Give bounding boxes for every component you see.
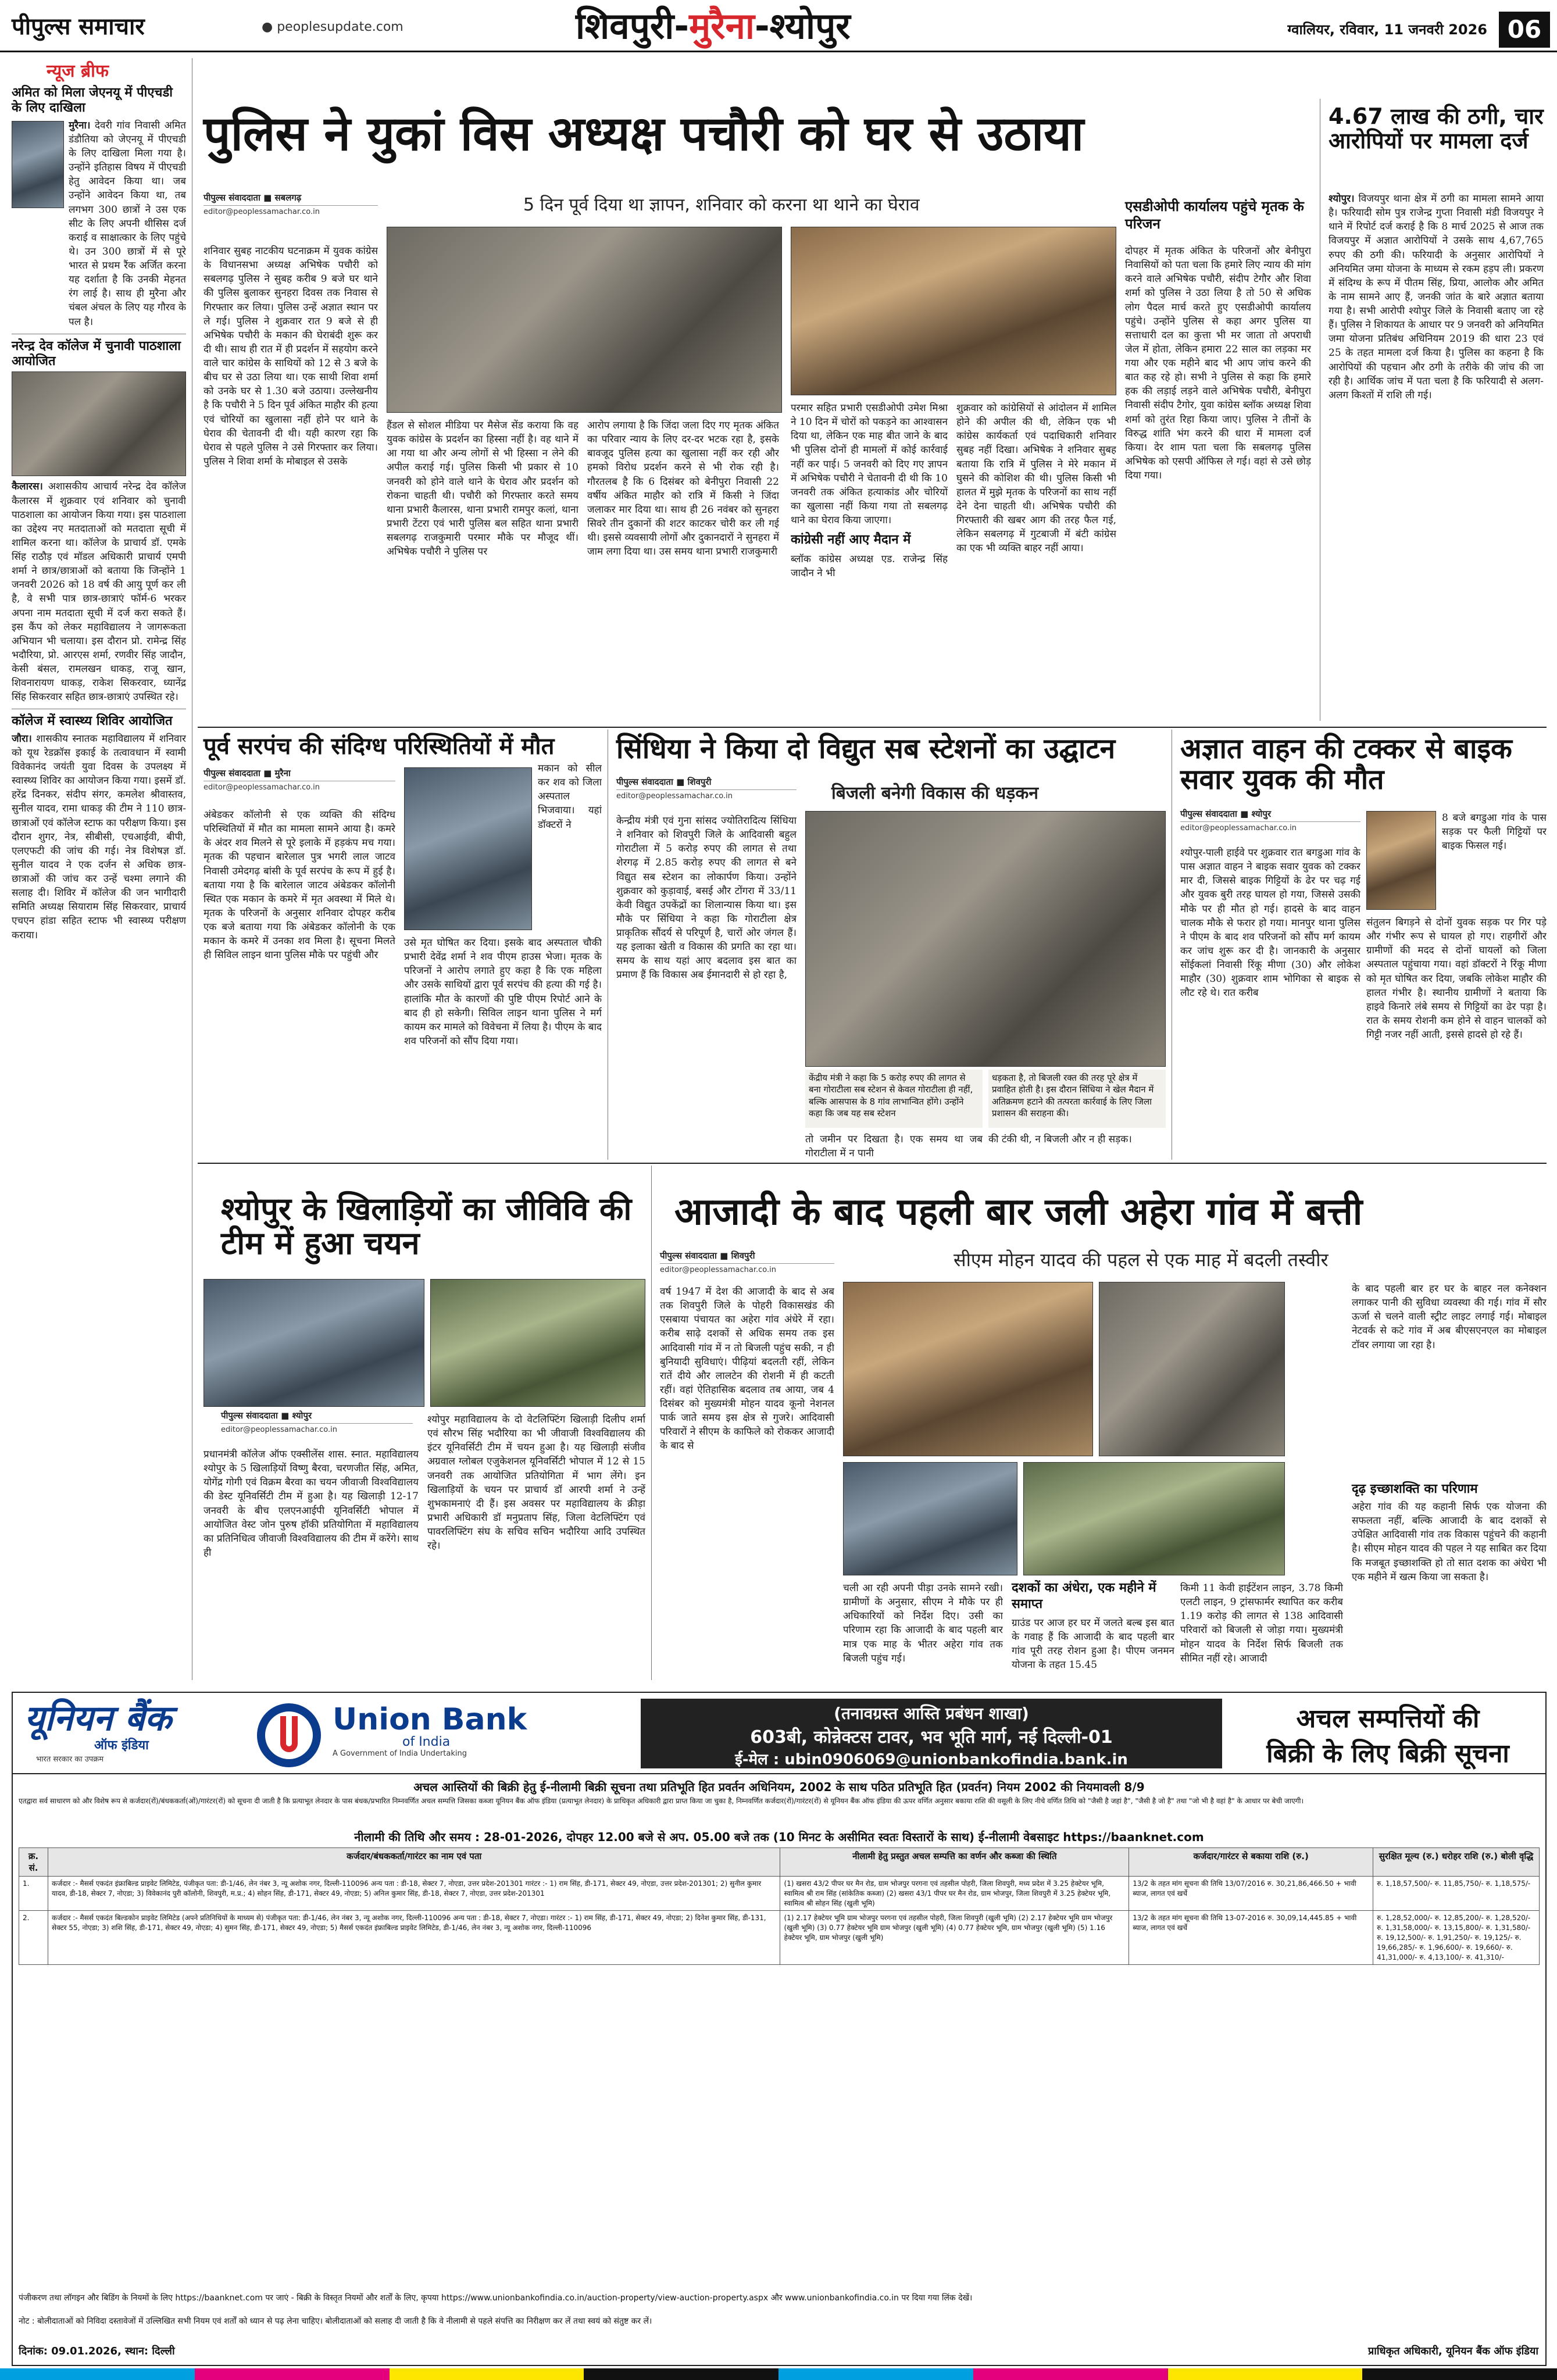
scindia-byline-block: पीपुल्स संवाददाता ■ शिवपुरी editor@peoplessamachar.co.in (616, 776, 797, 805)
auction-date: नीलामी की तिथि और समय : 28-01-2026, दोपहर 12.00 बजे से अप. 05.00 बजे तक (10 मिनट के असीमित स्वतः विस्तारों के साथ) ई-नीलामी वेबसाइट https://baanknet.com (354, 1830, 1204, 1844)
ad-header (13, 1693, 1545, 1774)
jiwaji-photo-1 (203, 1279, 424, 1407)
ahera-photo-2 (1099, 1282, 1285, 1456)
masthead (0, 0, 1557, 52)
cell-reserve: रु. 1,18,57,500/- रु. 11,85,750/- रु. 1,18,575/- (1373, 1877, 1540, 1911)
scindia-deck: बिजली बनेगी विकास की धड़कन (831, 783, 1039, 803)
scindia-caption-1: केंद्रीय मंत्री ने कहा कि 5 करोड़ रुपए की लागत से बना गोराटीला सब स्टेशन से केवल गोराटीला ही नहीं, बल्कि आसपास के 8 गांव लाभान्वित होंगे। उन्होंने कहा कि जब यह सब स्टेशन (805, 1070, 983, 1128)
auction-table-wrap (19, 1847, 1540, 2289)
ahera-col-4: किमी 11 केवी हाईटेंशन लाइन, 3.78 किमी एलटी लाइन, 9 ट्रांसफार्मर स्थापित कर करीब 1.19 करोड़ की लागत से 138 आदिवासी परिवारों को बिजली से जोड़ा गया। मुख्यमंत्री मोहन यादव के निर्देश सिर्फ बिजली तक सीमित नहीं रहे। आजादी (1180, 1582, 1343, 1664)
lead-col-4: परमार सहित प्रभारी एसडीओपी उमेश मिश्रा ने 10 दिन में चोरों को पकड़ने का आश्वासन दिया था, लेकिन एक माह बीत जाने के बाद भी पुलिस दोनों ही मामलों में कोई कार्रवाई नहीं कर पाई। 5 जनवरी को दिए गए ज्ञापन में अभिषेक पचौरी ने चेतावनी दी थी कि 10 जनवरी तक अंकित हत्याकांड और चोरियों का खुलासा नहीं किया गया तो सबलगढ़ थाने का घेराव किया जाएगा। कांग्रेसी नहीं आए मैदान में ब्लॉक कांग्रेस अध्यक्ष एड. राजेन्द्र सिंह जादौन ने भी (791, 402, 948, 580)
lead-col-2: हैंडल से सोशल मीडिया पर मैसेज सेंड कराया कि वह युवक कांग्रेस के प्रदर्शन का हिस्सा नहीं है। वह थाने में आ गया था और अन्य लोगों से भी हिस्सा न लेने की अपील कराई गई। पुलिस किसी भी प्रकार से 10 जनवरी को होने वाले थाने के घेराव और प्रदर्शन को रोकना चाहती थी। पचौरी को गिरफ्तार करते समय थाना प्रभारी कैलारस, थाना प्रभारी रामपुर कलां, थाना प्रभारी टेंटरा एवं भारी पुलिस बल सहित थाना प्रभारी सबलगढ़ राजकुमारी परमार मौके पर मौजूद थीं। अभिषेक पचौरी ने पुलिस पर (387, 420, 578, 558)
ahera-deck: सीएम मोहन यादव की पहल से एक माह में बदली तस्वीर (954, 1249, 1329, 1271)
bank-hindi-name: यूनियन बैंक ऑफ इंडिया भारत सरकार का उपक्रम (24, 1698, 172, 1764)
ahera-photo-3 (843, 1462, 1017, 1575)
briefs-label: न्यूज ब्रीफ (47, 61, 109, 81)
ahera-col-6: अहेरा गांव की यह कहानी सिर्फ एक योजना की सफलता नहीं, बल्कि आजादी के बाद दशकों से उपेक्षित आदिवासी गांव तक विकास पहुंचने की कहानी है। सीएम मोहन यादव की पहल ने यह साबित कर दिया कि मजबूत इच्छाशक्ति हो तो सात दशक का अंधेरा भी एक महीने में खत्म किया जा सकता है। (1352, 1501, 1547, 1583)
scindia-photo (805, 811, 1166, 1067)
th-borrower: कर्जदार/बंधककर्ता/गारंटर का नाम एवं पता (48, 1848, 780, 1877)
lead-byline-block: पीपुल्स संवाददाता ■ सबलगढ़ editor@peoplessamachar.co.in (203, 192, 378, 221)
jiwaji-col-1: प्रधानमंत्री कॉलेज ऑफ एक्सीलेंस शास. स्नात. महाविद्यालय श्योपुर के 5 खिलाड़ियों विष्णु बैरवा, चरणजीत सिंह, अमित, योगेंद्र गोगी एवं विक्रम बैरवा का चयन जीवाजी विश्वविद्यालय की डेस्ट यूनिवर्सिटी टीम में हुआ है। यह खिलाड़ी 12-17 जनवरी के बीच एलएनआईपी यूनिवर्सिटी भोपाल में आयोजित वेस्ट जोन पुरुष हॉकी प्रतियोगिता में महाविद्यालय का प्रतिनिधित्व जीवाजी विश्वविद्यालय की टीम में करेंगे। साथ ही (203, 1449, 419, 1559)
sarpanch-col-2-top: मकान को सील कर शव को जिला अस्पताल भिजवाया। यहां डॉक्टरों ने (538, 763, 602, 831)
brief-1-title: अमित को मिला जेएनयू में पीएचडी के लिए दाखिला (12, 85, 173, 116)
cell-borrower: कर्जदार :- मैसर्स एकदंत बिल्डकोन प्राइवेट लिमिटेड (अपने प्रतिनिधियों के माध्यम से) पंजीकृत पता: डी-1/46, लेन नंबर 3, न्यू अशोक नगर, दिल्ली-110096 अन्य पता : डी-18, सेक्टर 7, नोएडा। गारंटर :- 1) राम सिंह, डी-171, सेक्टर 49, नोएडा; 2) दिनेश कुमार सिंह, डी-131, सेक्टर 55, नोएडा; 3) शशि सिंह, डी-171, सेक्टर 49, नोएडा; 4) सुमन सिंह, डी-171, सेक्टर 49, नोएडा; 5) मैसर्स एकदंत इंफ्राबिल्ड प्राइवेट लिमिटेड, डी-1/46, लेन नंबर 3, न्यू अशोक नगर, दिल्ली-110096 (48, 1911, 780, 1965)
ahera-headline: आजादी के बाद पहली बार जली अहेरा गांव में बत्ती (674, 1191, 1363, 1234)
section-rule (198, 727, 1547, 728)
cell-property: (1) 2.17 हेक्टेयर भूमि ग्राम भोजपुर परगना एवं तहसील पोहरी, जिला शिवपुरी (खुली भूमि) (2) 2.17 हेक्टेयर भूमि ग्राम भोजपुर (खुली भूमि) (3) 0.77 हेक्टेयर भूमि ग्राम भोजपुर (खुली भूमि) (4) 0.77 हेक्टेयर भूमि, ग्राम भोजपुर (खुली भूमि) (5) 1.16 हेक्टेयर भूमि, ग्राम भोजपुर (खुली भूमि) (780, 1911, 1129, 1965)
lead-col-5: शुक्रवार को कांग्रेसियों से आंदोलन में शामिल होने की अपील की थी, लेकिन एक भी कांग्रेस कार्यकर्ता एवं पदाधिकारी शनिवार सुबह नहीं दिखा। अभिषेक ने शनिवार सुबह बताया कि रात्रि में पुलिस ने मेरे मकान में घुसने की कोशिश की थी। पुलिस किसी भी हालत में मुझे मृतक के परिजनों का साथ नहीं देने देना चाहती थी। अभिषेक पचौरी की गिरफ्तारी की खबर आग की तरह फैल गई, लेकिन सबलगढ़ में गुटबाजी में बंटी कांग्रेस का एक भी व्यक्ति बाहर नहीं आया। (956, 402, 1116, 555)
sarpanch-col-1: अंबेडकर कॉलोनी से एक व्यक्ति की संदिग्ध परिस्थितियों में मौत का मामला सामने आया है। कमरे के अंदर शव मिलने से पूरे इलाके में हड़कंप मच गया। मृतक की पहचान बारेलाल पुत्र भगरी लाल जाटव निवासी उमेदगढ़ बांसी के पूर्व सरपंच के रूप में हुई है। बताया गया है कि बारेलाल जाटव अंबेडकर कॉलोनी स्थित एक मकान के कमरे में मृत अवस्था में मिले थे। मृतक के परिजनों के अनुसार शनिवार दोपहर करीब एक बजे बताया गया कि अंबेडकर कॉलोनी के एक मकान के कमरे में उनका शव मिला है। सूचना मिलते ही सिविल लाइन थाना पुलिस मौके पर पहुंची और (203, 809, 395, 962)
brief-3-title: कॉलेज में स्वास्थ्य शिविर आयोजित (12, 714, 173, 729)
bike-col-top: 8 बजे बगडुआ गांव के पास सड़क पर फैली गिट्टियों पर बाइक फिसल गई। (1442, 812, 1547, 852)
print-color-bar (0, 2368, 1557, 2380)
sarpanch-photo (404, 767, 532, 930)
scindia-tail-1: तो जमीन पर दिखता है। एक समय था जब गोराटीला में न पानी (805, 1134, 983, 1158)
ahera-photo-1 (843, 1282, 1093, 1456)
page-number: 06 (1499, 12, 1550, 48)
bike-col-2: संतुलन बिगड़ने से दोनों युवक सड़क पर गिर पड़े और गंभीर रूप से घायल हो गए। राहगीरों और ग्रामीणों की मदद से दोनों घायलों को जिला अस्पताल पहुंचाया गया। वहां डॉक्टरों ने रिंकू मीणा को मृत घोषित कर दिया, जबकि लोकेश माहौर की हालत गंभीर है। स्थानीय ग्रामीणों ने बताया कि हाइवे किनारे लंबे समय से गिट्टियों का ढेर पड़ा है। रात के समय रोशनी कम होने से वाहन चालकों को गिट्टी नजर नहीं आती, इससे हादसे हो रहे हैं। (1366, 917, 1547, 1041)
sale-title: अचल सम्पत्तियों की बिक्री के लिए बिक्री सूचना (1266, 1704, 1509, 1768)
scindia-caption-2: धड़कता है, तो बिजली रक्त की तरह पूरे क्षेत्र में प्रवाहित होती है। इस दौरान सिंधिया ने खेल मैदान में अतिक्रमण हटाने की तत्परता कार्रवाई के लिए जिला प्रशासन की सराहना की। (988, 1070, 1166, 1128)
lead-sub-2: एसडीओपी कार्यालय पहुंचे मृतक के परिजन (1125, 198, 1304, 232)
branch-box: (तनावग्रस्त आस्ति प्रबंधन शाखा) 603बी, कोन्नेक्टस टावर, भव भूति मार्ग, नई दिल्ली-01 ई-मेल : ubin0906069@unionbankofindia.bank.in (641, 1699, 1222, 1768)
branch-email[interactable]: ई-मेल : ubin0906069@unionbankofindia.bank.in (735, 1751, 1128, 1768)
brief-2-title: नरेन्द्र देव कॉलेज में चुनावी पाठशाला आयोजित (12, 338, 181, 369)
brand-logo: पीपुल्स समाचार (12, 13, 145, 40)
scindia-col-1: केन्द्रीय मंत्री एवं गुना सांसद ज्योतिरादित्य सिंधिया ने शनिवार को शिवपुरी जिले के आदिवासी बहुल गोराटीला में 5 करोड़ रुपए की लागत से तथा शेरगढ़ में 2.85 करोड़ रुपए की लागत से बने विद्युत सब स्टेशन का लोकार्पण किया। उन्होंने शुक्रवार को कुड़ावाई, बसई और टोंगरा में 33/11 केवी विद्युत उपकेंद्रों का शिलान्यास किया था। इस मौके पर सिंधिया ने कहा कि गोराटीला क्षेत्र प्राकृतिक सौंदर्य से परिपूर्ण है, चारों ओर जंगल हैं। यह इलाका खेती व विकास की प्रगति का रहा था। समय के साथ यहां आए बदलाव इस बात का प्रमाण हैं कि विकास अब ईमानदारी से हो रहा है, (616, 815, 797, 981)
th-dues: कर्जदार/गारंटर से बकाया राशि (रु.) (1129, 1848, 1373, 1877)
ahera-col-1: वर्ष 1947 में देश की आजादी के बाद से अब तक शिवपुरी जिले के पोहरी विकासखंड की एसबाया पंचायत का अहेरा गांव अंधेरे में रहा। करीब साढ़े दशकों से अधिक समय तक इस आदिवासी गांव में न तो बिजली पहुंच सकी, न ही बुनियादी सुविधाएं। पीढ़ियां बदलती रहीं, लेकिन रातें दीये और लालटेन की रोशनी में ही कटती रहीं। वहां ऐतिहासिक बदलाव तब आया, जब 4 दिसंबर को मुख्यमंत्री मोहन यादव कूनो नेशनल पार्क जाते समय इस क्षेत्र से गुजरे। आदिवासी परिवारों ने सीएम के काफिले को रोककर आजादी के बाद से (660, 1286, 834, 1452)
lead-col-3: आरोप लगाया है कि जिंदा जला दिए गए मृतक अंकित का परिवार न्याय के लिए दर-दर भटक रहा है, इसके बावजूद पुलिस हत्या का खुलासा नहीं कर रही और हमको विरोध प्रदर्शन करने से भी रोक रही है। गौरतलब है कि 6 दिसंबर को बेनीपुरा निवासी 22 वर्षीय अंकित माहौर को रात्रि में किसी ने जिंदा जलाकर मार दिया था। साथ ही 26 नवंबर को सुनहरा सिवरे तीन दुकानों की शटर काटकर चोरी कर ली गई थी। इससे व्यवसायी लोगों और दुकानदारों ने सुनहरा में जाम लगा दिया था। उस समय थाना प्रभारी राजकुमारी (587, 420, 779, 558)
sarpanch-byline-block: पीपुल्स संवाददाता ■ मुरैना editor@peoplessamachar.co.in (203, 767, 395, 796)
ad-signatory: प्राधिकृत अधिकारी, यूनियन बैंक ऑफ इंडिया (1367, 2345, 1538, 2357)
union-bank-ad (12, 1692, 1547, 2366)
brief-1-text: मुरैना। देवरी गांव निवासी अमित डंडौतिया को जेएनयू में पीएचडी के लिए दाखिला मिला गया है। उन्होंने इतिहास विषय में पीएचडी हेतु आवेदन किया था। जब उन्होंने आवेदन किया था, तब लगभग 300 छात्रों ने उस एक सीट के लिए अपनी थीसिस दर्ज कराई व साक्षात्कार के लिए पहुंचे थे। उन 300 छात्रों में से पूरे भारत से प्रथम रैंक अर्जित करना यह दर्शाता है कि उनकी मेहनत रंग लाई है। साथ ही मुरैना और चंबल अंचल के लिए यह गौरव के पल है। (69, 119, 186, 328)
ad-date-place: दिनांक: 09.01.2026, स्थान: दिल्ली (19, 2345, 175, 2357)
scindia-tail-2: की टंकी थी, न बिजली और न ही सड़क। (988, 1134, 1132, 1145)
table-row (19, 1877, 1540, 1911)
union-bank-logo-icon (257, 1703, 321, 1767)
th-sn: क्र. सं. (19, 1848, 48, 1877)
table-row (19, 1911, 1540, 1965)
ahera-photo-4 (1023, 1462, 1285, 1575)
cell-borrower: कर्जदार :- मैसर्स एकदंत इंफ्राबिल्ड प्राइवेट लिमिटेड, पंजीकृत पता: डी-1/46, लेन नंबर 3, न्यू अशोक नगर, दिल्ली-110096 अन्य पता : डी-18, सेक्टर 7, नोएडा, उत्तर प्रदेश-201301 गारंटर :- 1) राम सिंह, डी-171, सेक्टर 49, नोएडा, उत्तर प्रदेश-201301; 2) सुनील कुमार यादव, डी-18, सेक्टर 7, नोएडा; 3) विवेकानंद पुरी कॉलोनी, शिवपुरी, म.प्र.; 4) सोहन सिंह, डी-171, सेक्टर 49, नोएडा; 5) अनिल कुमार सिंह, डी-18, सेक्टर 7, नोएडा, उत्तर प्रदेश-201301 (48, 1877, 780, 1911)
notice-line: अचल आस्तियों की बिक्री हेतु ई-नीलामी बिक्री सूचना तथा प्रतिभूति हित प्रवर्तन अधिनियम, 2002 के साथ पठित प्रतिभूति हित (प्रवर्तन) नियम 2002 की नियमावली 8/9 (413, 1780, 1145, 1794)
jiwaji-byline-block: पीपुल्स संवाददाता ■ श्योपुर editor@peoplessamachar.co.in (221, 1410, 413, 1439)
cell-sn: 2. (19, 1911, 48, 1965)
ahera-col-2: चली आ रही अपनी पीड़ा उनके सामने रखी। ग्रामीणों के अनुसार, सीएम ने मौके पर ही अधिकारियों को निर्देश दिए। उसी का परिणाम रहा कि आजादी के बाद पहली बार मात्र एक माह के भीतर अहेरा गांव तक बिजली पहुंच गई। (843, 1582, 1003, 1664)
briefs-column (12, 58, 186, 1674)
bike-headline: अज्ञात वाहन की टक्कर से बाइक सवार युवक की मौत (1180, 732, 1512, 796)
jiwaji-photo-2 (430, 1279, 645, 1407)
scindia-headline: सिंधिया ने किया दो विद्युत सब स्टेशनों का उद्घाटन (616, 732, 1116, 765)
brief-2-photo (12, 371, 186, 476)
column-rule (651, 1166, 652, 1680)
ahera-col-5: के बाद पहली बार हर घर के बाहर नल कनेक्शन लगाकर पानी की सुविधा व्यवस्था की गई। गांव में सौर ऊर्जा से चलने वाली स्ट्रीट लाइट लगाई गई। मोबाइल नेटवर्क से कटे गांव में अब बीएसएनएल का मोबाइल टॉवर लगाया जा रहा है। (1352, 1283, 1547, 1351)
jiwaji-headline: श्योपुर के खिलाड़ियों का जीविवि की टीम में हुआ चयन (221, 1191, 632, 1262)
lead-sub-1: कांग्रेसी नहीं आए मैदान में (791, 532, 911, 548)
ahera-byline-block: पीपुल्स संवाददाता ■ शिवपुरी editor@peoplessamachar.co.in (660, 1250, 834, 1279)
lead-headline: पुलिस ने युकां विस अध्यक्ष पचौरी को घर से उठाया (203, 106, 1084, 162)
cell-property: (1) खसरा 43/2 पीपर घर मैन रोड, ग्राम भोजपुर परगना एवं तहसील पोहरी, जिला शिवपुरी, मध्य प्रदेश में 3.25 हेक्टेयर भूमि, स्वामित्व श्री राम सिंह (सांकेतिक कब्जा) (2) खसरा 43/1 पीपर घर मैन रोड, ग्राम भोजपुर, जिला शिवपुरी में 3.25 हेक्टेयर भूमि, स्वामित्व श्री सोहन सिंह (खुली भूमि) (780, 1877, 1129, 1911)
lead-col-6: दोपहर में मृतक अंकित के परिजनों और बेनीपुरा निवासियों को पता चला कि हमारे लिए न्याय की मांग करने वाले अभिषेक पचौरी, संदीप टेगौर और शिवा शर्मा को पुलिस ने उठा लिया है तो 50 से अधिक लोग पैदल मार्च करते हुए एसडीओपी कार्यालय पहुंचे। उन्होंने पुलिस से कहा अगर पुलिस या सत्ताधारी दल का कुत्ता भी मर जाता तो अपराधी जेल में होता, लेकिन हमारा 22 साल का लड़का मर गया और एक महीने बाद भी आप जांच करने की बात कह रहे हो। सभी ने पुलिस से कहा कि हमारे हक की लड़ाई लड़ने वाले अभिषेक पचौरी, बेनीपुरा निवासी संदीप टैगोर, युवा कांग्रेस ब्लॉक अध्यक्ष शिवा शर्मा को तुरंत रिहा किया जाए। पुलिस ने तीनों के विरुद्ध शांति भंग करने की धारा में मामला दर्ज किया। देर शाम पता चला कि सबलगढ़ पुलिस अभिषेक को एसपी ऑफिस ले गई। वहां से उसे छोड़ दिया गया। (1125, 245, 1311, 481)
auction-table (19, 1847, 1540, 1965)
bike-col-1: श्योपुर-पाली हाईवे पर शुक्रवार रात बगडुआ गांव के पास अज्ञात वाहन ने बाइक सवार युवक को टक्कर मार दी, जिससे बाइक गिट्टियों के ढेर पर चढ़ गई और युवक बुरी तरह घायल हो गया, जिससे उसकी मौके पर ही मौत हो गई। हादसे के बाद वाहन चालक मौके से फरार हो गया। मानपुर थाना पुलिस ने पीएम के बाद शव परिजनों को सौंप मर्ग कायम कर जांच शुरू कर दी है। जानकारी के अनुसार सोंईकलां निवासी रिंकू मीणा (30) और लोकेश माहौर (30) शुक्रवार शाम भोगिका से बाइक से लौट रहे थे। रात करीब (1180, 847, 1360, 999)
th-reserve: सुरक्षित मूल्य (रु.) धरोहर राशि (रु.) बोली वृद्धि (1373, 1848, 1540, 1877)
section-title: शिवपुरी-मुरैना-श्योपुर (576, 5, 851, 47)
section-rule (198, 1163, 1547, 1164)
ahera-sub-3: दृढ़ इच्छाशक्ति का परिणाम (1352, 1482, 1478, 1496)
cell-reserve: रु. 1,28,52,000/- रु. 12,85,200/- रु. 1,28,520/- रु. 1,31,58,000/- रु. 13,15,800/- रु. 1,31,580/- रु. 19,12,500/- रु. 1,91,250/- रु. 19,125/- रु. 19,66,285/- रु. 1,96,600/- रु. 19,660/- रु. 41,31,000/- रु. 4,13,100/- रु. 41,310/- (1373, 1911, 1540, 1965)
brief-2-text: कैलारस। अशासकीय आचार्य नरेन्द्र देव कॉलेज कैलारस में शुक्रवार एवं शनिवार को चुनावी पाठशाला का आयोजन किया गया। इस पाठशाला का उद्देश्य नए मतदाताओं को मतदाता सूची में शामिल करना था। कॉलेज के प्राचार्य डॉ. एमके सिंह राठौड़ एवं मॉडल अधिकारी प्राचार्य एमपी शर्मा ने छात्र/छात्राओं को बताया कि जिन्होंने 1 जनवरी 2026 को 18 वर्ष की आयु पूर्ण कर ली है, वे सभी पात्र छात्र-छात्राएं फॉर्म-6 भरकर अपना नाम मतदाता सूची में दर्ज करा सकते हैं। इस कैंप को लेकर महाविद्यालय ने जागरूकता अभियान भी चलाया। इस दौरान प्रो. रामेन्द्र सिंह भदौरिया, प्रो. आरएस शर्मा, रणवीर सिंह जादौन, केसी बंसल, रामलखन धाकड़, राजू खान, शिवनारायण धाकड़, राकेश सिकरवार, ध्यानेंद्र सिंह सिकरवार सहित छात्र-छात्राएं उपस्थित रहे। (12, 481, 186, 703)
jiwaji-col-2: श्योपुर महाविद्यालय के दो वेटलिफ्टिंग खिलाड़ी दिलीप शर्मा एवं सौरभ सिंह भदौरिया का भी जीवाजी विश्वविद्यालय की इंटर यूनिवर्सिटी टीम में चयन हुआ है। यह खिलाड़ी संजीव अग्रवाल ग्लोबल एजुकेशनल यूनिवर्सिटी भोपाल में 12 से 15 जनवरी तक आयोजित प्रतियोगिता में भाग लेंगे। इन खिलाड़ियों के चयन पर प्राचार्य डॉ आरपी शर्मा ने उन्हें शुभकामनाएं दी हैं। इस अवसर पर महाविद्यालय के क्रीड़ा प्रभारी अधिकारी डॉ मनुप्रताप सिंह, जिला वेटलिफ्टिंग एवं पावरलिफ्टिंग संघ के सचिव सचिन भदौरिया आदि उपस्थित रहे। (427, 1414, 645, 1552)
brief-1-photo (12, 121, 64, 208)
ahera-sub-2: दशकों का अंधेरा, एक महीने में समाप्त (1012, 1581, 1156, 1611)
lead-col-1: शनिवार सुबह नाटकीय घटनाक्रम में युवक कांग्रेस के विधानसभा अध्यक्ष अभिषेक पचौरी को सबलगढ़ पुलिस ने सुबह करीब 9 बजे घर थाने की पुलिस बुलाकर सुनहरा दिवस तक निवास से गिरफ्तार कर लिया। पुलिस उन्हें अज्ञात स्थान पर ले गई। पुलिस ने शुक्रवार रात 9 बजे से ही अभिषेक पचौरी के मकान की घेराबंदी शुरू कर दी थी। साथ ही रात में ही प्रदर्शन में सहयोग करने वाले चार कांग्रेस के साथियों को 12 से 3 बजे के बीच घर से उठा लिया था। एक साथी शिवा शर्मा को उनके घर से 1.30 बजे उठाया। उल्लेखनीय है कि पचौरी ने 5 दिन पूर्व अंकित माहौर की हत्या एवं चोरियों का खुलासा नहीं होने पर थाने के घेराव की चेतावनी दी थी। यही कारण रहा कि घेराव से पहले पुलिस ने उसे गिरफ्तार कर लिया। पुलिस ने शिवा शर्मा के मोबाइल से उसके (203, 245, 378, 467)
lead-photo-2 (791, 227, 1116, 395)
lead-deck: 5 दिन पूर्व दिया था ज्ञापन, शनिवार को करना था थाने का घेराव (523, 195, 920, 215)
cell-dues: 13/2 के तहत मांग सूचना की तिथि 13-07-2016 रु. 30,09,14,445.85 + भावी ब्याज, लागत एवं खर्चे (1129, 1911, 1373, 1965)
sarpanch-headline: पूर्व सरपंच की संदिग्ध परिस्थितियों में मौत (203, 733, 555, 760)
fraud-headline: 4.67 लाख की ठगी, चार आरोपियों पर मामला दर्ज (1329, 103, 1544, 153)
cell-dues: 13/2 के तहत मांग सूचना की तिथि 13/07/2016 रु. 30,21,86,466.50 + भावी ब्याज, लागत एवं खर्चे (1129, 1877, 1373, 1911)
brief-3-text: जौरा। शासकीय स्नातक महाविद्यालय में शनिवार को यूथ रेडक्रॉस इकाई के तत्वावधान में स्वामी विवेकानंद जयंती युवा दिवस के उपलक्ष्य में स्वास्थ्य शिविर का आयोजन किया गया। इसमें डॉ. हरेंद्र दिनकर, संदीप संगर, कमलेश श्रीवास्तव, सुनील यादव, रामा धाकड़ की टीम ने 110 छात्र-छात्राओं एवं कॉलेज स्टाफ का परीक्षण किया। इस दौरान शुगर, नेत्र, सीबीसी, एचआईवी, बीपी, एलएफटी की जांच की गई। नेत्र विशेषज्ञ डॉ. सुनील यादव ने एक दर्जन से अधिक छात्र-छात्राओं की जांच कर उन्हें चश्मा लगाने की सलाह दी। शिविर में कॉलेज की जन भागीदारी समिति अध्यक्ष सियाराम सिंह सिकरवार, प्राचार्य एचएन हांडा सहित स्टाफ भी स्वास्थ्य परीक्षण कराया। (12, 732, 186, 941)
ad-footer-1[interactable]: पंजीकरण तथा लॉगइन और बिडिंग के नियमों के लिए https://baanknet.com पर जाएं - बिक्री के विस्तृत नियमों और शर्तों के लिए, कृपया https://www.unionbankofindia.co.in/auction-property/view-auction-property.aspx और www.unionbankofindia.co.in पर दिया गया लिंक देखें। (19, 2293, 973, 2303)
ad-footer-2: नोट : बोलीदाताओं को निविदा दस्तावेजों में उल्लिखित सभी नियम एवं शर्तों को ध्यान से पढ़ लेना चाहिए। बोलीदाताओं को सलाह दी जाती है कि वे नीलामी से पहले संपत्ति का निरीक्षण कर लें तथा स्वयं को संतुष्ट कर लें। (19, 2317, 652, 2326)
th-property: नीलामी हेतु प्रस्तुत अचल सम्पत्ति का वर्णन और कब्जा की स्थिति (780, 1848, 1129, 1877)
notice-intro: एतद्वारा सर्व साधारण को और विशेष रूप से कर्जदार(रों)/बंधककर्ता(ओं)/गारंटर(रों) को सूचना दी जाती है कि प्रत्याभूत लेनदार के पास बंधक/प्रभारित निम्नवर्णित अचल सम्पत्ति जिसका कब्जा यूनियन बैंक ऑफ इंडिया (प्रत्याभूत लेनदार) के प्राधिकृत अधिकारी द्वारा प्राप्त किया जा चुका है, निम्नवर्णित कर्जदार(रों)/गारंटर(रों) से यूनियन बैंक ऑफ इंडिया की ऊपर वर्णित अनुसार बकाया राशि की वसूली के लिए नीचे वर्णित तिथि को "जैसी है जहां है", "जैसी है जो है" तथा "जो भी है वहां है" के आधार पर बेची जाएगी। (19, 1797, 1304, 1805)
cell-sn: 1. (19, 1877, 48, 1911)
dateline: ग्वालियर, रविवार, 11 जनवरी 2026 (1287, 22, 1487, 38)
website[interactable]: ● peoplesupdate.com (262, 20, 403, 34)
bike-photo (1366, 811, 1436, 910)
ahera-col-3: ग्राउंड पर आज हर घर में जलते बल्ब इस बात के गवाह हैं कि आजादी के बाद पहली बार गांव पूरी तरह रोशन हुआ है। पीएम जनमन योजना के तहत 15.45 (1012, 1617, 1174, 1671)
lead-photo-1 (387, 227, 782, 413)
fraud-text: श्योपुर। विजयपुर थाना क्षेत्र में ठगी का मामला सामने आया है। फरियादी सोम पुत्र राजेन्द्र गुप्ता निवासी मंडी विजयपुर ने थाने में रिपोर्ट दर्ज कराई है कि 8 मार्च 2025 से आज तक विजयपुर में अज्ञात आरोपियों ने उसके साथ 4,67,765 रुपए की ठगी की। फरियादी के अनुसार आरोपियों ने अनियमित जमा योजना के माध्यम से रकम हड़प ली। प्रकरण में संदिग्ध के रूप में पीतम सिंह, प्रिया, आलोक और अमित के नाम सामने आए हैं, जनकी जांत के बारे अज्ञात बताया गया है। सभी आरोपी श्योपुर जिले के निवासी बताए जा रहे हैं। पुलिस ने शिकायत के आधार पर 9 जनवरी को अनियमित जमा योजना प्रतिबंध अधिनियम 2019 की धारा 23 एवं 25 के तहत मामला दर्ज किया है। पुलिस का कहना है कि आरोपियों की पहचान और ठगी के तरीके की जांच की जा रही है। आर्थिक जांच में पता चला है कि फरियादी से अलग-अलग किश्तों में राशि ली गई। (1329, 193, 1544, 401)
bank-english-name: Union Bank of India A Government of India Undertaking (333, 1702, 527, 1758)
bike-byline-block: पीपुल्स संवाददाता ■ श्योपुर editor@peoplessamachar.co.in (1180, 808, 1360, 837)
sarpanch-col-2: उसे मृत घोषित कर दिया। इसके बाद अस्पताल चौकी प्रभारी देवेंद्र शर्मा ने शव पीएम हाउस भेजा। मृतक के परिजनों ने आरोप लगाते हुए कहा है कि एक महिला और उसके साथियों द्वारा पूर्व सरपंच की हत्या की गई है। हालांकि मौत के कारणों की पुष्टि पीएम रिपोर्ट आने के बाद ही हो सकेगी। सिविल लाइन थाना पुलिस ने मर्ग कायम कर मामले को विवेचना में लिया है। पीएम के बाद शव परिजनों को सौंप दिया गया। (404, 937, 602, 1047)
